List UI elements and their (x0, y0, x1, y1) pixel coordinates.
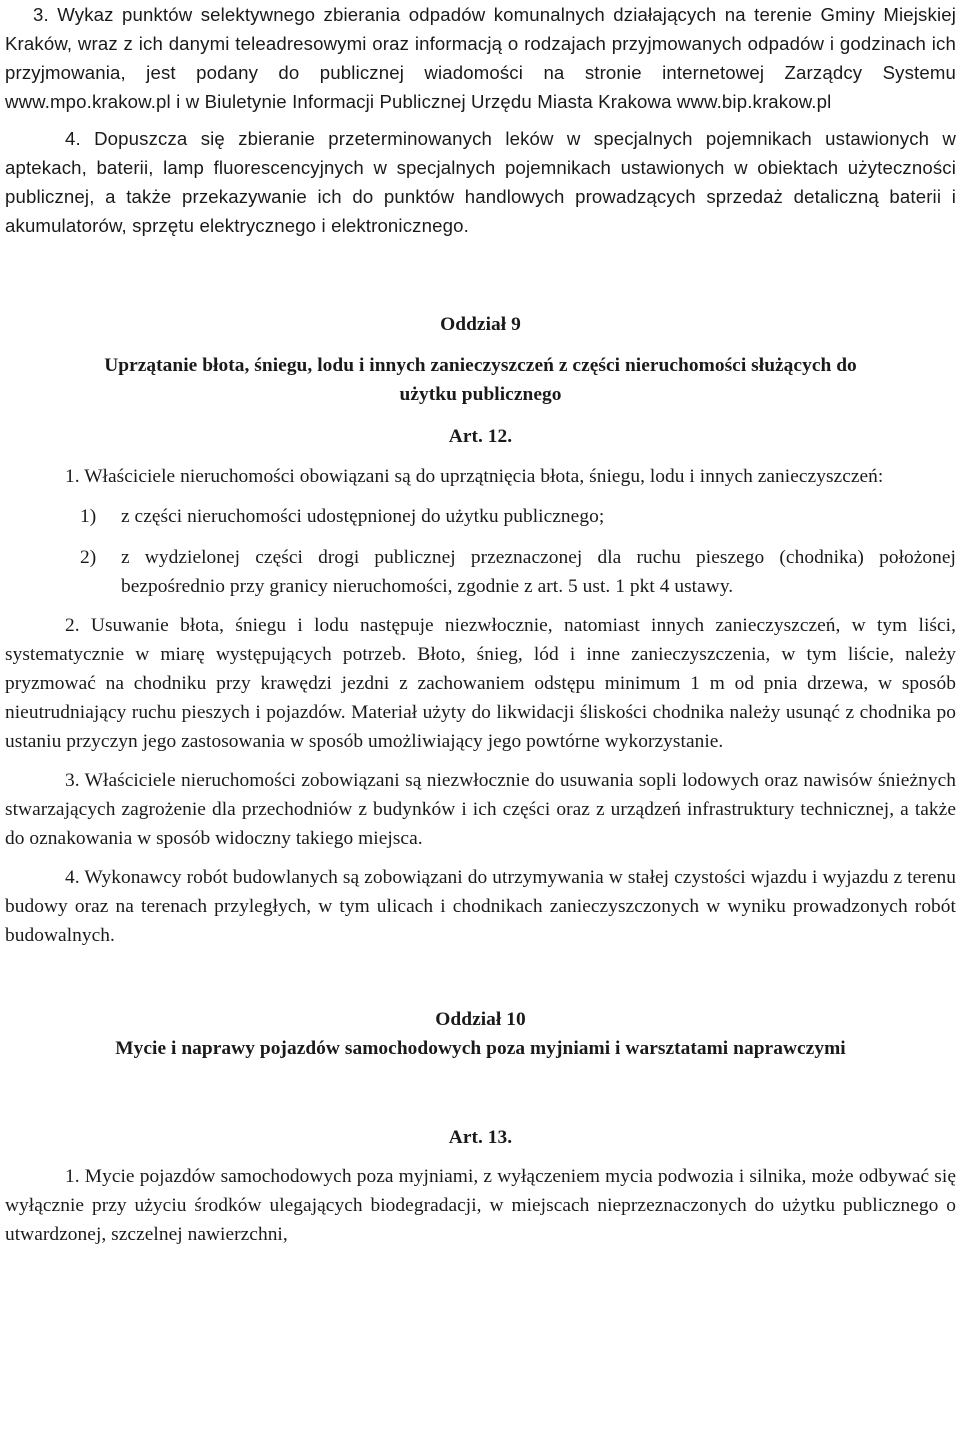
bip-website-link[interactable]: www.bip.krakow.pl (676, 91, 832, 112)
article-12-heading: Art. 12. (448, 426, 513, 447)
list-item-number: 1) (80, 506, 97, 527)
article-12-paragraph-3: 3. Właściciele nieruchomości zobowiązani są niezwłocznie do usuwania sopli lodowych oraz nawisów śnieżnych stwarzających zagrożenie dla przechodniów z budynków i ich części oraz z urządzeń infrastruktury technicznej, a także do oznakowania w sposób widoczny takiego miejsca. (5, 770, 956, 849)
section-10-subtitle: Mycie i naprawy pojazdów samochodowych poza myjniami i warsztatami naprawczymi (115, 1038, 846, 1059)
list-item-text: z wydzielonej części drogi publicznej przeznaczonej dla ruchu pieszego (chodnika) położonej bezpośrednio przy granicy nieruchomości, zgodnie z art. 5 ust. 1 pkt 4 ustawy. (121, 547, 956, 597)
article-13-heading: Art. 13. (448, 1127, 513, 1148)
point-3-middle-text: i w Biuletynie Informacji Publicznej Urzędu Miasta Krakowa (170, 91, 677, 112)
list-item-number: 2) (80, 547, 97, 568)
paragraph-point-3 (5, 0, 956, 116)
article-12-paragraph-2: 2. Usuwanie błota, śniegu i lodu następuje niezwłocznie, natomiast innych zanieczyszczeń, w tym liści, systematycznie w miarę występujących potrzeb. Błoto, śnieg, lód i inne zanieczyszczenia, w tym liście, należy pryzmować na chodniku przy krawędzi jezdni z zachowaniem odstępu minimum 1 m od pnia drzewa, w sposób nieutrudniający ruchu pieszych i pojazdów. Materiał użyty do likwidacji śliskości chodnika należy usunąć z chodnika po ustaniu przyczyn jego zastosowania w sposób umożliwiający jego powtórne wykorzystanie. (5, 615, 956, 752)
article-12-paragraph-1: 1. Właściciele nieruchomości obowiązani są do uprzątnięcia błota, śniegu, lodu i innych zanieczyszczeń: (65, 466, 884, 487)
article-13-paragraph-1: 1. Mycie pojazdów samochodowych poza myjniami, z wyłączeniem mycia podwozia i silnika, może odbywać się wyłącznie przy użyciu środków ulegających biodegradacji, w miejscach nieprzeznaczonych do użytku publicznego o utwardzonej, szczelnej nawierzchni, (5, 1166, 956, 1245)
section-9-title: Oddział 9 (440, 314, 521, 335)
list-item-1 (5, 502, 956, 531)
mpo-website-link[interactable]: www.mpo.krakow.pl (5, 91, 171, 112)
section-10-title: Oddział 10 (435, 1009, 526, 1030)
section-9-subtitle: Uprzątanie błota, śniegu, lodu i innych zanieczyszczeń z części nieruchomości służących do użytku publicznego (104, 355, 857, 405)
article-12-paragraph-4: 4. Wykonawcy robót budowlanych są zobowiązani do utrzymywania w stałej czystości wjazdu i wyjazdu z terenu budowy oraz na terenach przyległych, w tym ulicach i chodnikach zanieczyszczonych w wyniku prowadzonych robót budowalnych. (5, 867, 956, 946)
list-item-text: z części nieruchomości udostępnionej do użytku publicznego; (121, 506, 605, 527)
point-3-text: 3. Wykaz punktów selektywnego zbierania odpadów komunalnych działających na terenie Gminy Miejskiej Kraków, wraz z ich danymi teleadresowymi oraz informacją o rodzajach przyjmowanych odpadów i godzinach ich przyjmowania, jest podany do publicznej wiadomości na stronie internetowej Zarządcy Systemu (5, 4, 956, 83)
paragraph-point-4: 4. Dopuszcza się zbieranie przeterminowanych leków w specjalnych pojemnikach ustawionych w aptekach, baterii, lamp fluorescencyjnych w specjalnych pojemnikach ustawionych w obiektach użyteczności publicznej, a także przekazywanie ich do punktów handlowych prowadzących sprzedaż detaliczną baterii i akumulatorów, sprzętu elektrycznego i elektronicznego. (5, 128, 956, 236)
list-item-2 (5, 543, 956, 601)
